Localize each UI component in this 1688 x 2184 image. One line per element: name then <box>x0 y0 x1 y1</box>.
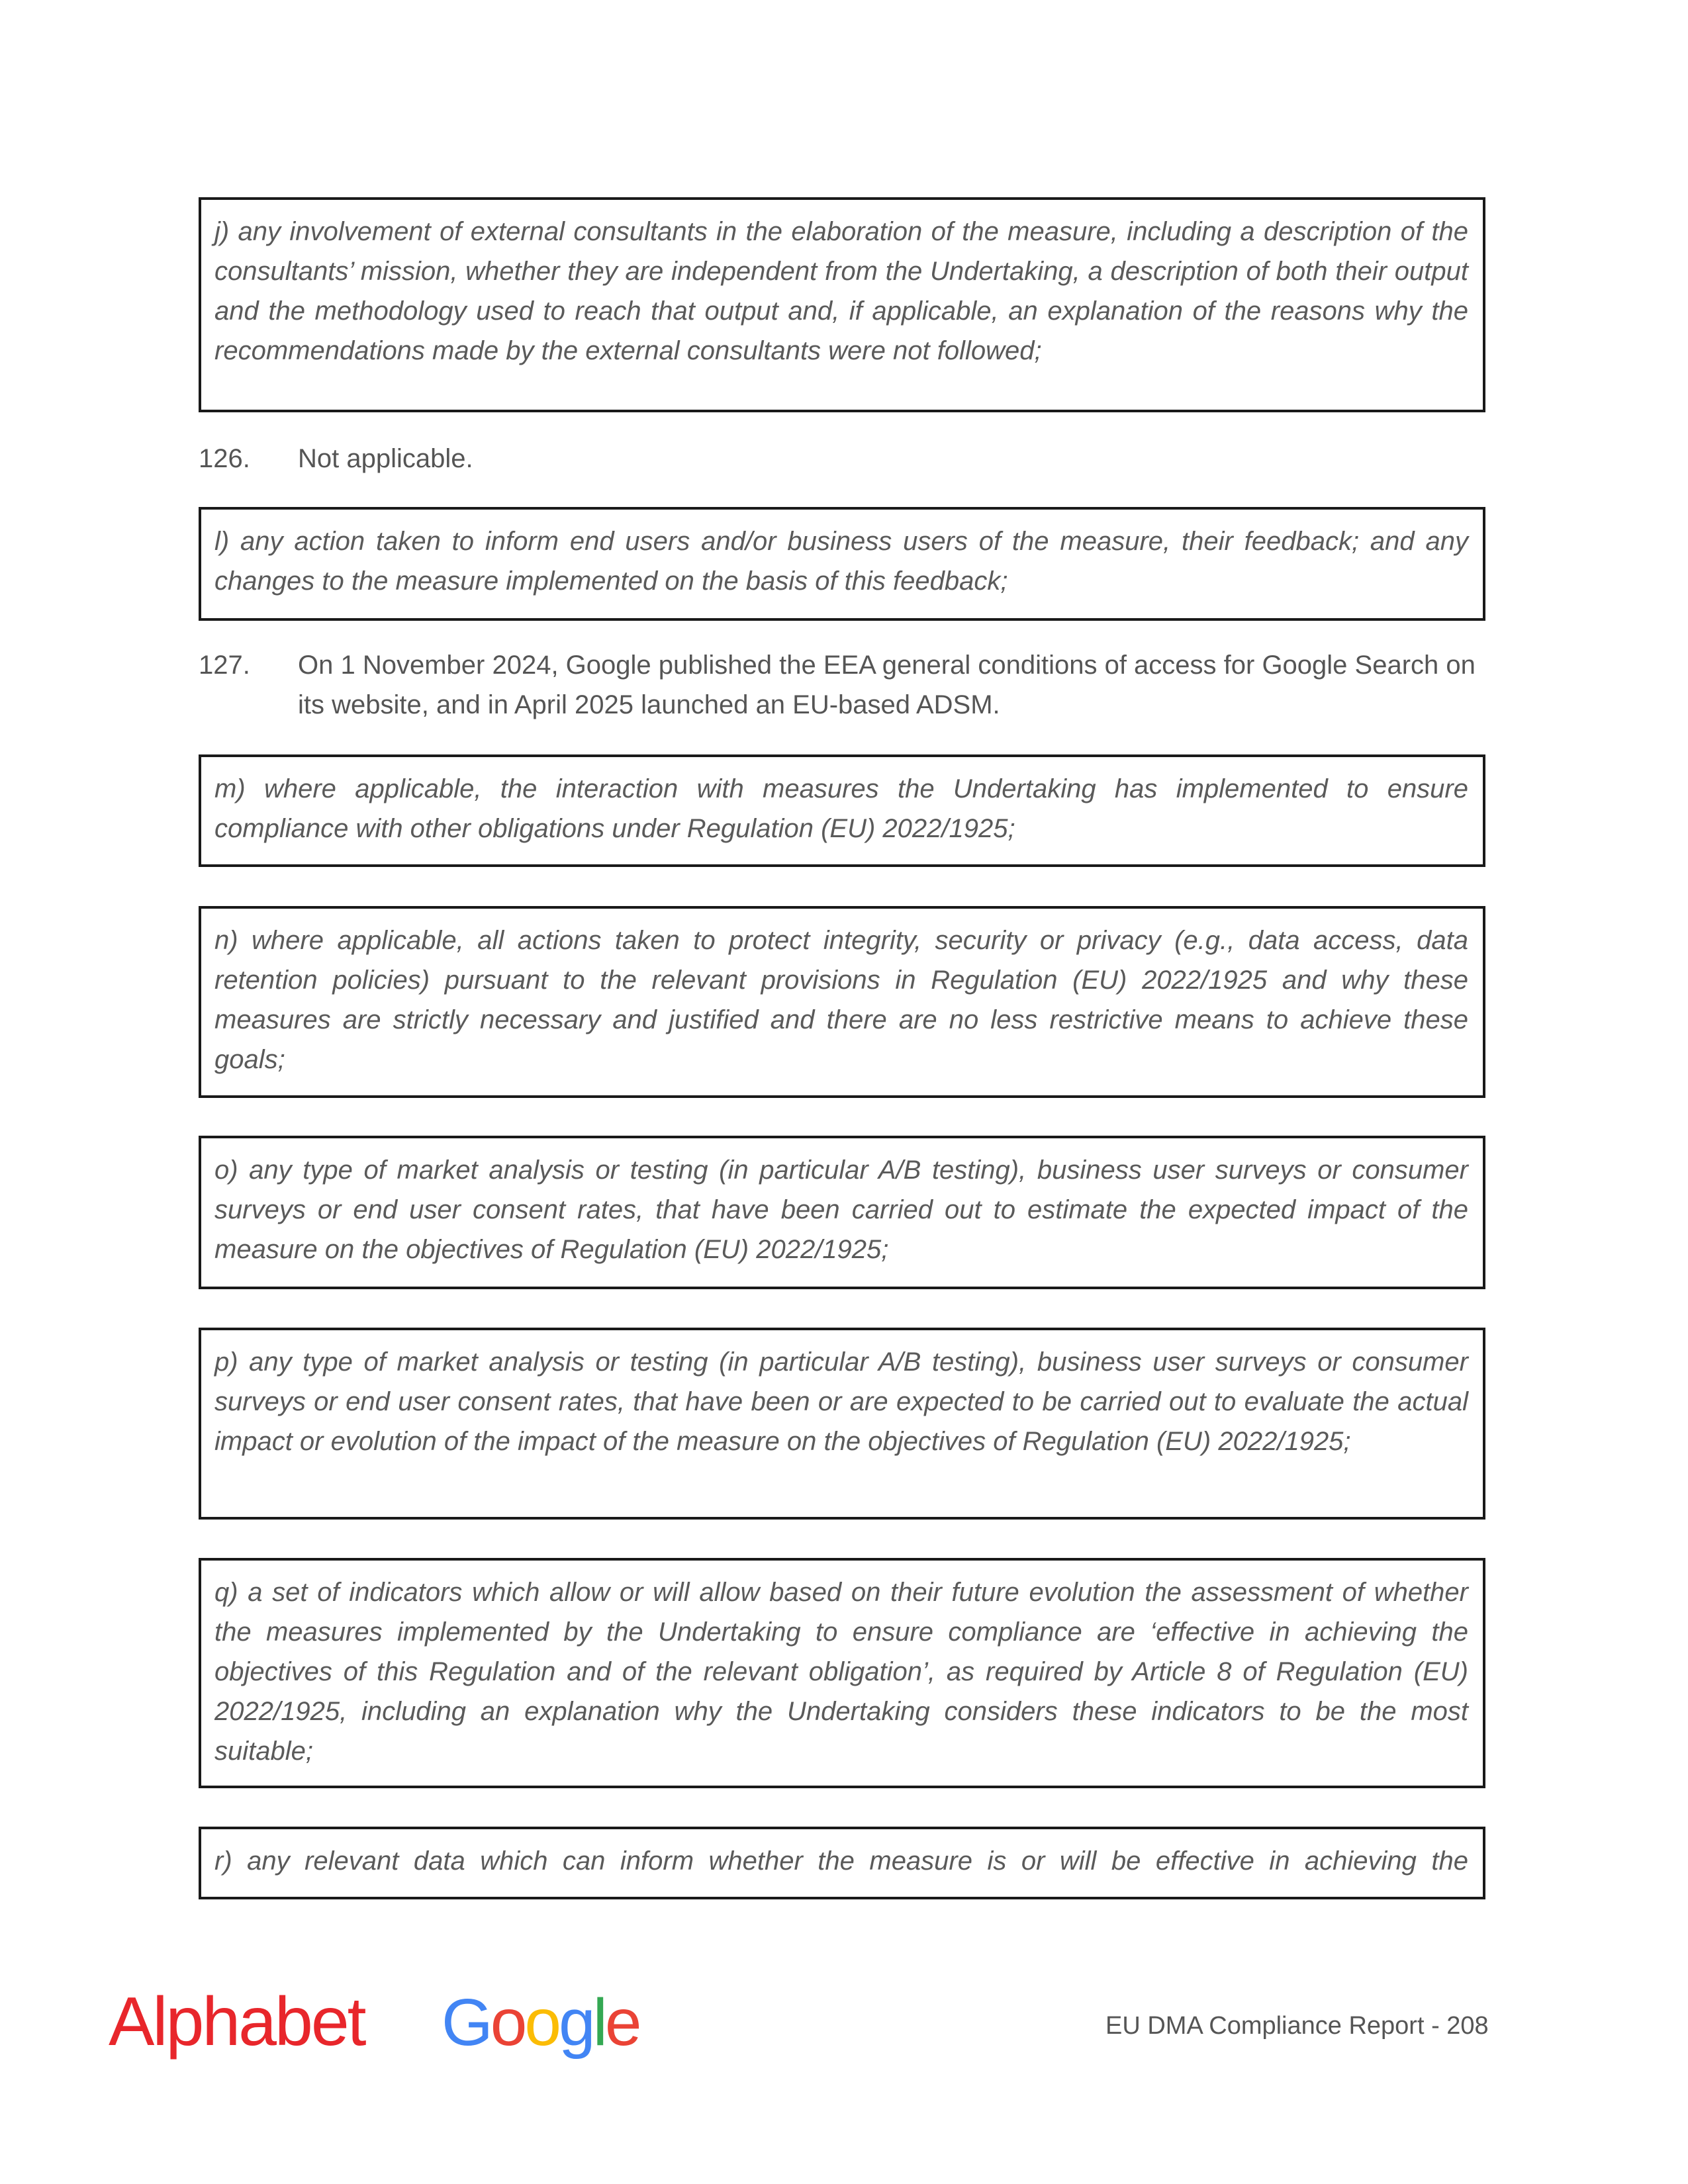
requirement-text-r: r) any relevant data which can inform whether the measure is or will be effective in achieving the <box>214 1846 1468 1876</box>
requirement-box-n <box>199 906 1485 1098</box>
paragraph-127 <box>199 645 1489 725</box>
svg-text:Alphabet: Alphabet <box>109 1983 365 2060</box>
requirement-text-q: q) a set of indicators which allow or will allow based on their future evolution the assessment of whether the measures implemented by the Undertaking to ensure compliance are ‘effective in achieving the objectives of this Regulation and of the relevant obligation’, as required by Article 8 of Regulation (EU) 2022/1925, including an explanation why the Undertaking considers these indicators to be the most suitable; <box>214 1578 1468 1766</box>
paragraph-text: On 1 November 2024, Google published the EEA general conditions of access for Google Search on its website, and in April 2025 launched an EU-based ADSM. <box>298 651 1476 719</box>
svg-text:Google: Google <box>442 1985 639 2060</box>
requirement-text-l: l) any action taken to inform end users and/or business users of the measure, their feedback; and any changes to the measure implemented on the basis of this feedback; <box>214 527 1468 596</box>
requirement-text-n: n) where applicable, all actions taken to protect integrity, security or privacy (e.g., data access, data retention policies) pursuant to the relevant provisions in Regulation (EU) 2022/1925 and why these measures are strictly necessary and justified and there are no less restrictive means to achieve these goals; <box>214 926 1468 1074</box>
requirement-box-l <box>199 507 1485 621</box>
requirement-box-r <box>199 1827 1485 1899</box>
requirement-box-p <box>199 1328 1485 1520</box>
paragraph-number: 127. <box>199 651 250 680</box>
google-logo <box>440 1979 639 2065</box>
alphabet-logo <box>106 1979 371 2065</box>
requirement-box-j <box>199 197 1485 412</box>
requirement-text-j: j) any involvement of external consultants in the elaboration of the measure, including a description of the consultants’ mission, whether they are independent from the Undertaking, a description of both their output and the methodology used to reach that output and, if applicable, an explanation of the reasons why the recommendations made by the external consultants were not followed; <box>214 217 1468 365</box>
requirement-box-m <box>199 754 1485 867</box>
requirement-text-m: m) where applicable, the interaction with measures the Undertaking has implemented to ensure compliance with other obligations under Regulation (EU) 2022/1925; <box>214 774 1468 843</box>
requirement-box-o <box>199 1136 1485 1289</box>
requirement-text-o: o) any type of market analysis or testing (in particular A/B testing), business user surveys or consumer surveys or end user consent rates, that have been carried out to estimate the expected impact of the measure on the objectives of Regulation (EU) 2022/1925; <box>214 1156 1468 1264</box>
requirement-text-p: p) any type of market analysis or testing (in particular A/B testing), business user surveys or consumer surveys or end user consent rates, that have been or are expected to be carried out to evaluate the actual impact or evolution of the impact of the measure on the objectives of Regulation (EU) 2022/1925; <box>214 1347 1468 1456</box>
paragraph-126 <box>199 439 1489 478</box>
report-page-label: EU DMA Compliance Report - 208 <box>1105 2012 1489 2040</box>
paragraph-text: Not applicable. <box>298 444 473 473</box>
requirement-box-q <box>199 1558 1485 1788</box>
paragraph-number: 126. <box>199 444 250 473</box>
